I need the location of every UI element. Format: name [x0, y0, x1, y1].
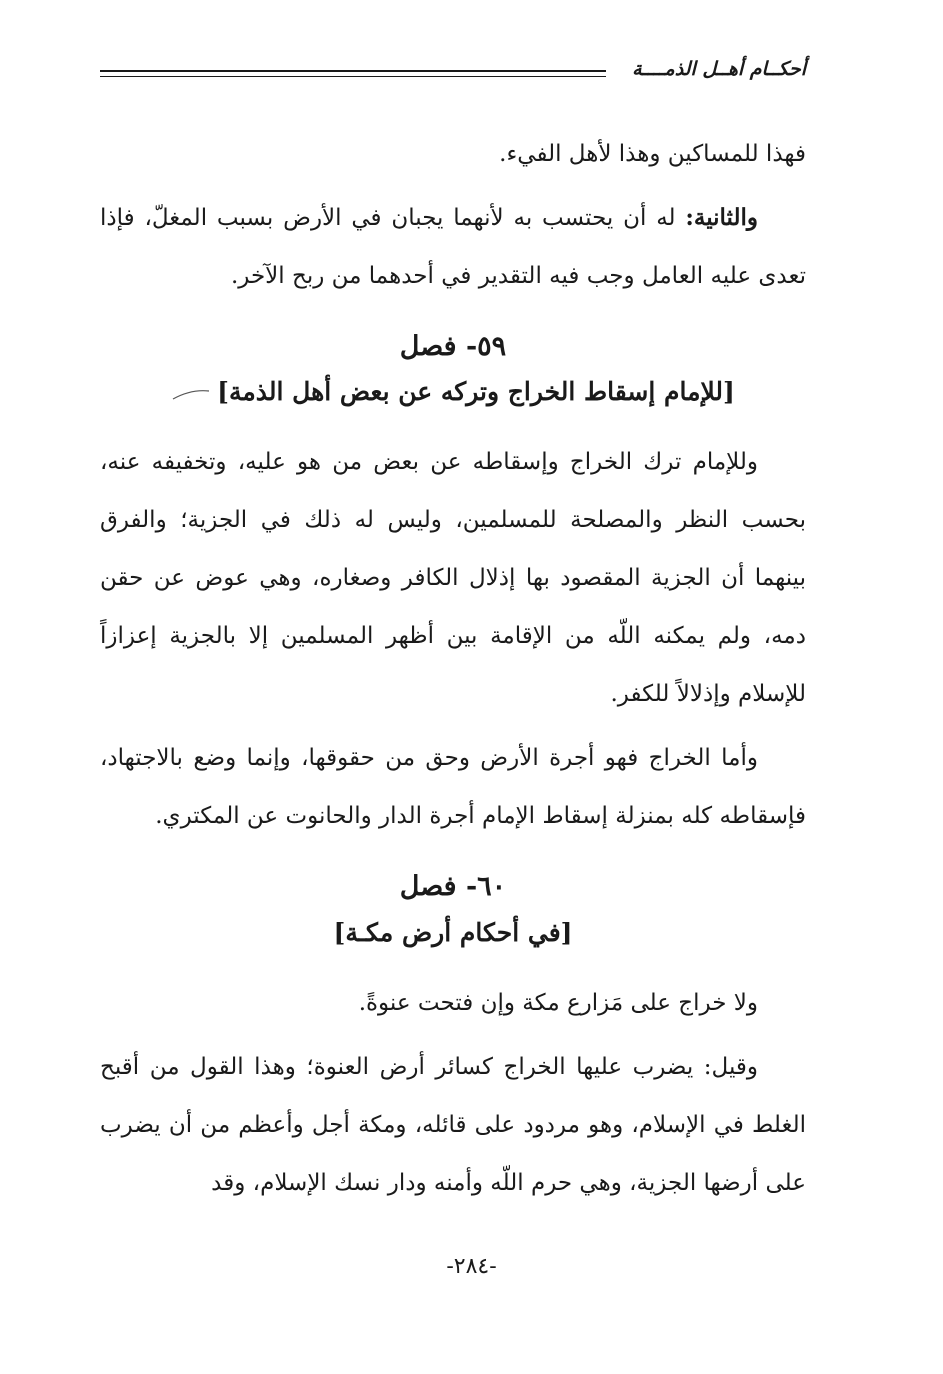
section-title: [في أحكام أرض مكـة]: [333, 917, 573, 947]
paragraph: وللإمام ترك الخراج وإسقاطه عن بعض من هو عليه، وتخفيفه عنه، بحسب النظر والمصلحة للمسلمين، وليس له ذلك في الجزية؛ والفرق بينهما أن الجزية المقصود بها إذلال الكافر وصغاره، وهي عوض عن حقن دمه، ولم يمكنه اللّه من الإقامة بين أظهر المسلمين إلا بالجزية إعزازاً للإسلام وإذلالاً للكفر.: [100, 449, 806, 708]
running-header: [100, 58, 806, 88]
section-title-text: [للإمام إسقاط الخراج وتركه عن بعض أهل الذمة]: [217, 377, 735, 407]
paragraph: ولا خراج على مَزارع مكة وإن فتحت عنوةً.: [358, 989, 758, 1016]
section-number: ٦٠- فصل: [399, 871, 507, 903]
book-title: أحكــام أهــل الذمــــة: [632, 58, 806, 80]
paragraph: وأما الخراج فهو أجرة الأرض وحق من حقوقها، وإنما وضع بالاجتهاد، فإسقاطه كله بمنزلة إسقاط الإمام أجرة الدار والحانوت عن المكتري.: [100, 745, 806, 830]
annotation-mark-icon: [171, 387, 211, 401]
header-rule: [100, 70, 606, 72]
paragraph-text: له أن يحتسب به لأنهما يجبان في الأرض بسبب المغلّ، فإذا تعدى عليه العامل وجب فيه التقدير في أحدهما من ربح الآخر.: [100, 205, 806, 289]
paragraph: [100, 189, 806, 305]
header-rule-thin: [100, 76, 606, 77]
paragraph-lead: والثانية:: [685, 204, 758, 231]
section-title: [100, 377, 806, 407]
section-number: ٥٩- فصل: [399, 331, 507, 362]
paragraph: وقيل: يضرب عليها الخراج كسائر أرض العنوة؛ وهذا القول من أقبح الغلط في الإسلام، وهو مردود على قائله، ومكة أجل وأعظم من أن يضرب على أرضها الجزية، وهي حرم اللّه وأمنه ودار نسك الإسلام، وقد: [100, 1053, 806, 1196]
page-number: -٢٨٤-: [446, 1254, 497, 1279]
page-body: [100, 125, 806, 1212]
paragraph: فهذا للمساكين وهذا لأهل الفيء.: [499, 141, 806, 167]
